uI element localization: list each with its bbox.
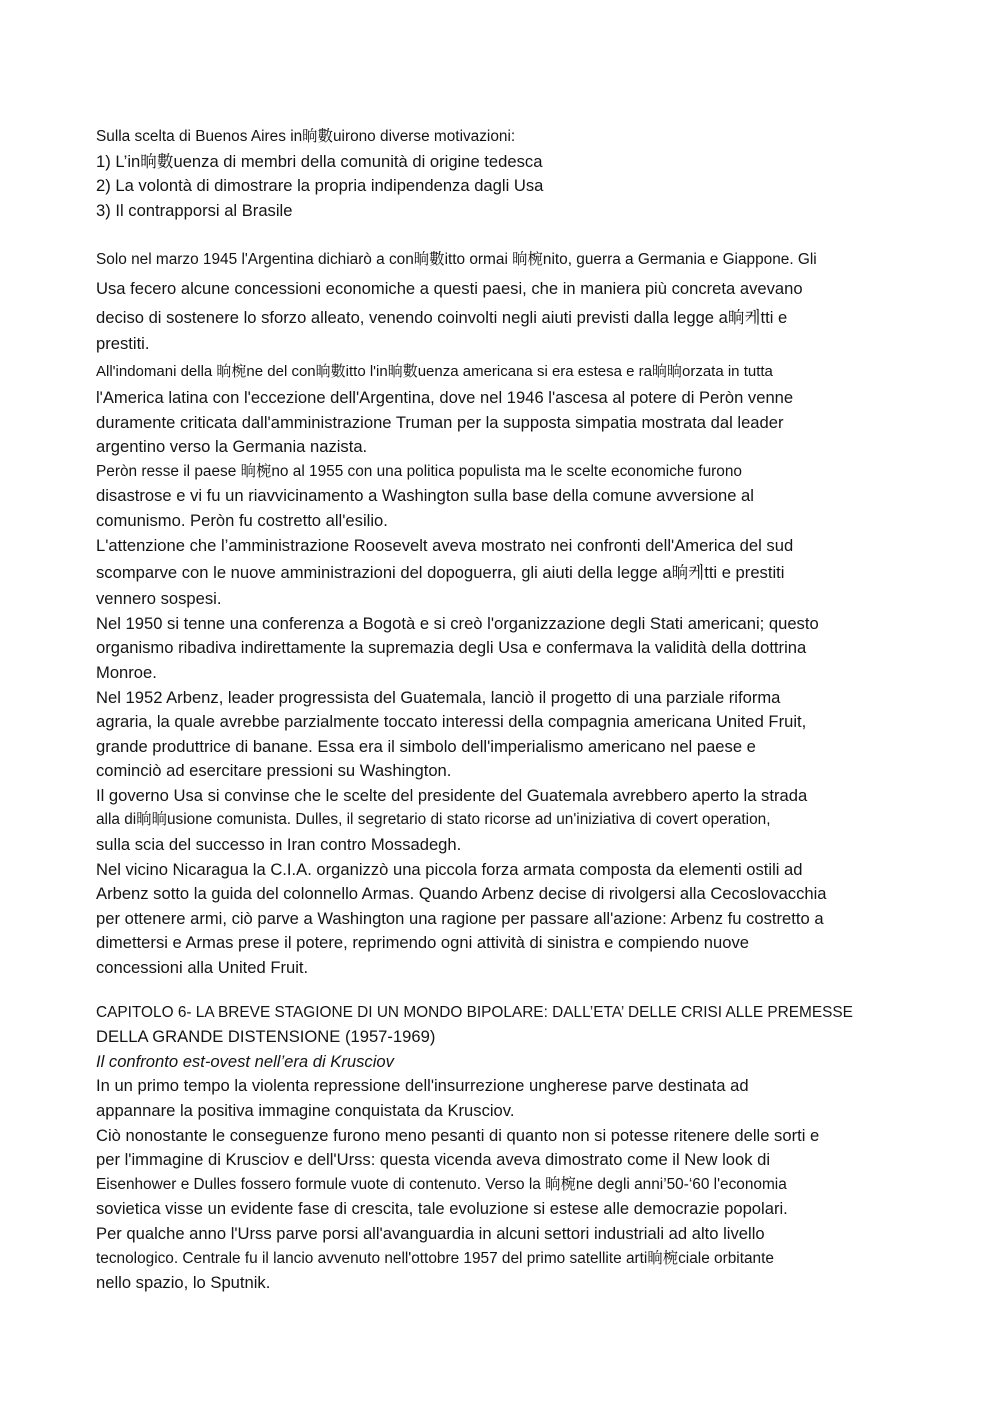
body-line: Monroe. <box>96 662 157 682</box>
chapter-line: sovietica visse un evidente fase di crescita, tale evoluzione si estese alle democrazie popolari. <box>96 1199 788 1219</box>
paragraph-gap <box>96 223 926 245</box>
body-line: Arbenz sotto la guida del colonnello Armas. Quando Arbenz decise di rivolgersi alla Cecoslovacchia <box>96 884 827 904</box>
body-line: L'attenzione che l’amministrazione Roosevelt aveva mostrato nei confronti dell'America del sud <box>96 535 794 555</box>
body-line: per ottenere armi, ciò parve a Washington una ragione per passare all'azione: Arbenz fu costretto a <box>96 908 824 928</box>
body-line: Nel 1950 si tenne una conferenza a Bogotà e si creò l'organizzazione degli Stati americani; questo <box>96 613 819 633</box>
chapter-heading: CAPITOLO 6- LA BREVE STAGIONE DI UN MONDO BIPOLARE: DALL’ETA’ DELLE CRISI ALLE PREMESSE <box>96 1003 853 1021</box>
body-line: disastrose e vi fu un riavvicinamento a Washington sulla base della comune avversione al <box>96 486 754 506</box>
list-item: 2) La volontà di dimostrare la propria indipendenza dagli Usa <box>96 176 544 196</box>
body-line: Nel 1952 Arbenz, leader progressista del Guatemala, lanciò il progetto di una parziale riforma <box>96 687 781 707</box>
chapter-line: Per qualche anno l'Urss parve porsi all'avanguardia in alcuni settori industriali ad alto livello <box>96 1223 765 1243</box>
document-page <box>96 125 926 1296</box>
chapter-block <box>96 1001 926 1296</box>
intro-block <box>96 125 926 223</box>
section-subtitle: Il confronto est-ovest nell’era di Krusciov <box>96 1051 394 1071</box>
body-line: dimettersi e Armas prese il potere, reprimendo ogni attività di sinistra e compiendo nuove <box>96 933 750 953</box>
body-line: duramente criticata dall'amministrazione Truman per la supposta simpatia mostrata dal leader <box>96 412 784 432</box>
chapter-line: In un primo tempo la violenta repressione dell'insurrezione ungherese parve destinata ad <box>96 1076 749 1096</box>
body-line: Nel vicino Nicaragua la C.I.A. organizzò una piccola forza armata composta da elementi ostili ad <box>96 859 803 879</box>
intro-line: Sulla scelta di Buenos Aires in晌數uirono diverse motivazioni: <box>96 128 516 145</box>
body-line: concessioni alla United Fruit. <box>96 958 309 978</box>
body-line: agraria, la quale avrebbe parzialmente toccato interessi della compagnia americana United Fruit, <box>96 712 807 732</box>
body-line: scomparve con le nuove amministrazioni del dopoguerra, gli aiuti della legge a晌케tti e prestiti <box>96 563 785 583</box>
body-line: vennero sospesi. <box>96 589 222 609</box>
body-line: comunismo. Peròn fu costretto all'esilio. <box>96 510 388 530</box>
chapter-line: Eisenhower e Dulles fossero formule vuote di contenuto. Verso la 晌椀ne degli anni’50-‘60 l'economia <box>96 1175 787 1193</box>
body-line: Peròn resse il paese 晌椀no al 1955 con una politica populista ma le scelte economiche furono <box>96 462 742 480</box>
body-line: alla di晌晌usione comunista. Dulles, il segretario di stato ricorse ad un'iniziativa di covert operation, <box>96 811 771 829</box>
body-line: l'America latina con l'eccezione dell'Argentina, dove nel 1946 l'ascesa al potere di Peròn venne <box>96 387 794 407</box>
chapter-line: appannare la positiva immagine conquistata da Krusciov. <box>96 1101 515 1120</box>
body-line: All'indomani della 晌椀ne del con晌數itto l'in晌數uenza americana si era estesa e ra晌晌orzata in tutta <box>96 362 773 380</box>
body-line: organismo ribadiva indirettamente la supremazia degli Usa e confermava la validità della dottrina <box>96 638 807 658</box>
list-item: 3) Il contrapporsi al Brasile <box>96 200 293 220</box>
body-line: Usa fecero alcune concessioni economiche a questi paesi, che in maniera più concreta avevano <box>96 279 803 299</box>
body-line: grande produttrice di banane. Essa era il simbolo dell'imperialismo americano nel paese e <box>96 736 756 756</box>
body-line: deciso di sostenere lo sforzo alleato, venendo coinvolti negli aiuti previsti dalla legge a晌케tti e <box>96 308 788 328</box>
body-block <box>96 245 926 980</box>
body-line: prestiti. <box>96 334 150 354</box>
chapter-line: Ciò nonostante le conseguenze furono meno pesanti di quanto non si potesse ritenere delle sorti e <box>96 1125 820 1145</box>
chapter-line: tecnologico. Centrale fu il lancio avvenuto nell'ottobre 1957 del primo satellite arti晌椀ciale orbitante <box>96 1249 774 1267</box>
body-line: argentino verso la Germania nazista. <box>96 437 368 457</box>
chapter-heading: DELLA GRANDE DISTENSIONE (1957-1969) <box>96 1027 436 1047</box>
chapter-line: per l'immagine di Krusciov e dell'Urss: questa vicenda aveva dimostrato come il New look di <box>96 1150 771 1170</box>
body-line: Solo nel marzo 1945 l'Argentina dichiarò a con晌數itto ormai 晌椀nito, guerra a Germania e Giappone. Gli <box>96 251 817 269</box>
body-line: Il governo Usa si convinse che le scelte del presidente del Guatemala avrebbero aperto la strada <box>96 785 808 805</box>
chapter-line: nello spazio, lo Sputnik. <box>96 1273 271 1293</box>
list-item: 1) L’in晌數uenza di membri della comunità di origine tedesca <box>96 151 543 171</box>
body-line: sulla scia del successo in Iran contro Mossadegh. <box>96 835 462 855</box>
paragraph-gap <box>96 981 926 1001</box>
body-line: cominciò ad esercitare pressioni su Washington. <box>96 761 452 781</box>
